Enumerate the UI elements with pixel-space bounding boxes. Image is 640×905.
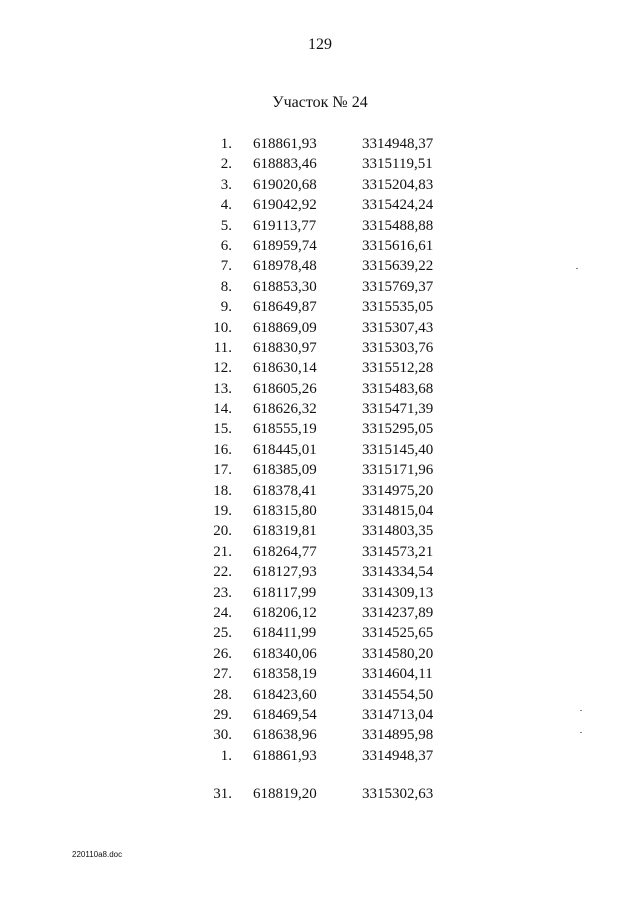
point-number: 17. (213, 462, 232, 479)
point-number: 14. (213, 401, 232, 418)
x-coordinate: 618605,26 (253, 380, 317, 397)
coordinate-row (0, 318, 640, 338)
x-coordinate: 618358,19 (253, 666, 317, 683)
point-number: 23. (213, 584, 232, 601)
point-number: 28. (213, 686, 232, 703)
coordinate-row (0, 784, 640, 804)
x-coordinate: 618340,06 (253, 645, 317, 662)
y-coordinate: 3314975,20 (362, 482, 434, 499)
point-number: 13. (213, 380, 232, 397)
x-coordinate: 618445,01 (253, 441, 317, 458)
coordinate-row (0, 236, 640, 256)
x-coordinate: 618861,93 (253, 136, 317, 152)
y-coordinate: 3314554,50 (362, 686, 434, 703)
x-coordinate: 618319,81 (253, 523, 317, 540)
y-coordinate: 3314948,37 (362, 747, 434, 764)
y-coordinate: 3315639,22 (362, 258, 434, 275)
y-coordinate: 3314309,13 (362, 584, 434, 601)
point-number: 31. (213, 786, 232, 803)
point-number: 12. (213, 360, 232, 377)
point-number: 1. (220, 136, 232, 152)
point-number: 9. (220, 299, 232, 316)
page-number: 129 (308, 36, 332, 53)
point-number: 3. (220, 176, 232, 193)
y-coordinate: 3314604,11 (362, 666, 433, 683)
coordinate-row (0, 501, 640, 521)
point-number: 4. (220, 197, 232, 214)
coordinate-row (0, 460, 640, 480)
x-coordinate: 618315,80 (253, 503, 317, 520)
point-number: 16. (213, 441, 232, 458)
y-coordinate: 3315769,37 (362, 278, 434, 295)
x-coordinate: 619113,77 (253, 217, 317, 234)
scan-speck (580, 732, 582, 733)
coordinate-row (0, 746, 640, 766)
point-number: 6. (220, 237, 232, 254)
y-coordinate: 3315535,05 (362, 299, 434, 316)
y-coordinate: 3315471,39 (362, 401, 434, 418)
x-coordinate: 618626,32 (253, 401, 317, 418)
y-coordinate: 3315171,96 (362, 462, 434, 479)
y-coordinate: 3315145,40 (362, 441, 434, 458)
x-coordinate: 618423,60 (253, 686, 317, 703)
point-number: 20. (213, 523, 232, 540)
coordinate-row (0, 338, 640, 358)
x-coordinate: 618819,20 (253, 786, 317, 803)
scan-speck (580, 710, 582, 711)
y-coordinate: 3315483,68 (362, 380, 434, 397)
point-number: 24. (213, 604, 232, 621)
coordinate-row (0, 419, 640, 439)
y-coordinate: 3314815,04 (362, 503, 434, 520)
coordinate-row (0, 399, 640, 419)
point-number: 30. (213, 727, 232, 744)
x-coordinate: 618649,87 (253, 299, 317, 316)
x-coordinate: 619020,68 (253, 176, 317, 193)
x-coordinate: 618630,14 (253, 360, 317, 377)
coordinate-row (0, 379, 640, 399)
coordinate-row (0, 644, 640, 664)
y-coordinate: 3315616,61 (362, 237, 434, 254)
coordinate-row (0, 623, 640, 643)
point-number: 27. (213, 666, 232, 683)
y-coordinate: 3314580,20 (362, 645, 434, 662)
coordinate-row (0, 216, 640, 236)
point-number: 15. (213, 421, 232, 438)
x-coordinate: 618638,96 (253, 727, 317, 744)
point-number: 21. (213, 543, 232, 560)
x-coordinate: 618127,93 (253, 564, 317, 581)
y-coordinate: 3315303,76 (362, 339, 434, 356)
y-coordinate: 3314334,54 (362, 564, 434, 581)
x-coordinate: 618117,99 (253, 584, 317, 601)
point-number: 11. (213, 339, 232, 356)
scan-speck (576, 268, 578, 269)
x-coordinate: 619042,92 (253, 197, 317, 214)
point-number: 2. (220, 156, 232, 173)
y-coordinate: 3314237,89 (362, 604, 434, 621)
coordinate-row (0, 440, 640, 460)
y-coordinate: 3315302,63 (362, 786, 434, 803)
y-coordinate: 3315488,88 (362, 217, 434, 234)
coordinate-row (0, 481, 640, 501)
point-number: 19. (213, 503, 232, 520)
x-coordinate: 618869,09 (253, 319, 317, 336)
coordinate-row (0, 175, 640, 195)
y-coordinate: 3315307,43 (362, 319, 434, 336)
x-coordinate: 618959,74 (253, 237, 317, 254)
coordinate-row (0, 542, 640, 562)
point-number: 1. (220, 747, 232, 764)
point-number: 25. (213, 625, 232, 642)
coordinate-row (0, 154, 640, 174)
coordinate-row (0, 358, 640, 378)
coordinate-row (0, 134, 640, 154)
coordinate-row (0, 685, 640, 705)
x-coordinate: 618861,93 (253, 747, 317, 764)
y-coordinate: 3314713,04 (362, 706, 434, 723)
y-coordinate: 3315119,51 (362, 156, 433, 173)
point-number: 22. (213, 564, 232, 581)
point-number: 8. (220, 278, 232, 295)
coordinate-row (0, 277, 640, 297)
y-coordinate: 3315204,83 (362, 176, 434, 193)
coordinate-row (0, 705, 640, 725)
x-coordinate: 618385,09 (253, 462, 317, 479)
x-coordinate: 618469,54 (253, 706, 317, 723)
x-coordinate: 618206,12 (253, 604, 317, 621)
y-coordinate: 3314895,98 (362, 727, 434, 744)
x-coordinate: 618883,46 (253, 156, 317, 173)
coordinate-row (0, 664, 640, 684)
x-coordinate: 618830,97 (253, 339, 317, 356)
point-number: 10. (213, 319, 232, 336)
footer-filename: 220110a8.doc (72, 850, 123, 859)
point-number: 26. (213, 645, 232, 662)
y-coordinate: 3315295,05 (362, 421, 434, 438)
y-coordinate: 3315424,24 (362, 197, 434, 214)
coordinate-row (0, 521, 640, 541)
x-coordinate: 618264,77 (253, 543, 317, 560)
y-coordinate: 3315512,28 (362, 360, 434, 377)
x-coordinate: 618555,19 (253, 421, 317, 438)
coordinate-row (0, 603, 640, 623)
coordinate-row (0, 256, 640, 276)
x-coordinate: 618853,30 (253, 278, 317, 295)
coordinate-row (0, 583, 640, 603)
coordinate-row (0, 297, 640, 317)
y-coordinate: 3314948,37 (362, 136, 434, 152)
y-coordinate: 3314525,65 (362, 625, 434, 642)
section-title: Участок № 24 (272, 94, 368, 111)
y-coordinate: 3314803,35 (362, 523, 434, 540)
point-number: 5. (220, 217, 232, 234)
coordinate-row (0, 195, 640, 215)
point-number: 7. (220, 258, 232, 275)
coordinate-row (0, 562, 640, 582)
coordinates-table (0, 134, 640, 805)
x-coordinate: 618378,41 (253, 482, 317, 499)
x-coordinate: 618978,48 (253, 258, 317, 275)
y-coordinate: 3314573,21 (362, 543, 434, 560)
x-coordinate: 618411,99 (253, 625, 317, 642)
point-number: 29. (213, 706, 232, 723)
coordinate-row (0, 725, 640, 745)
point-number: 18. (213, 482, 232, 499)
